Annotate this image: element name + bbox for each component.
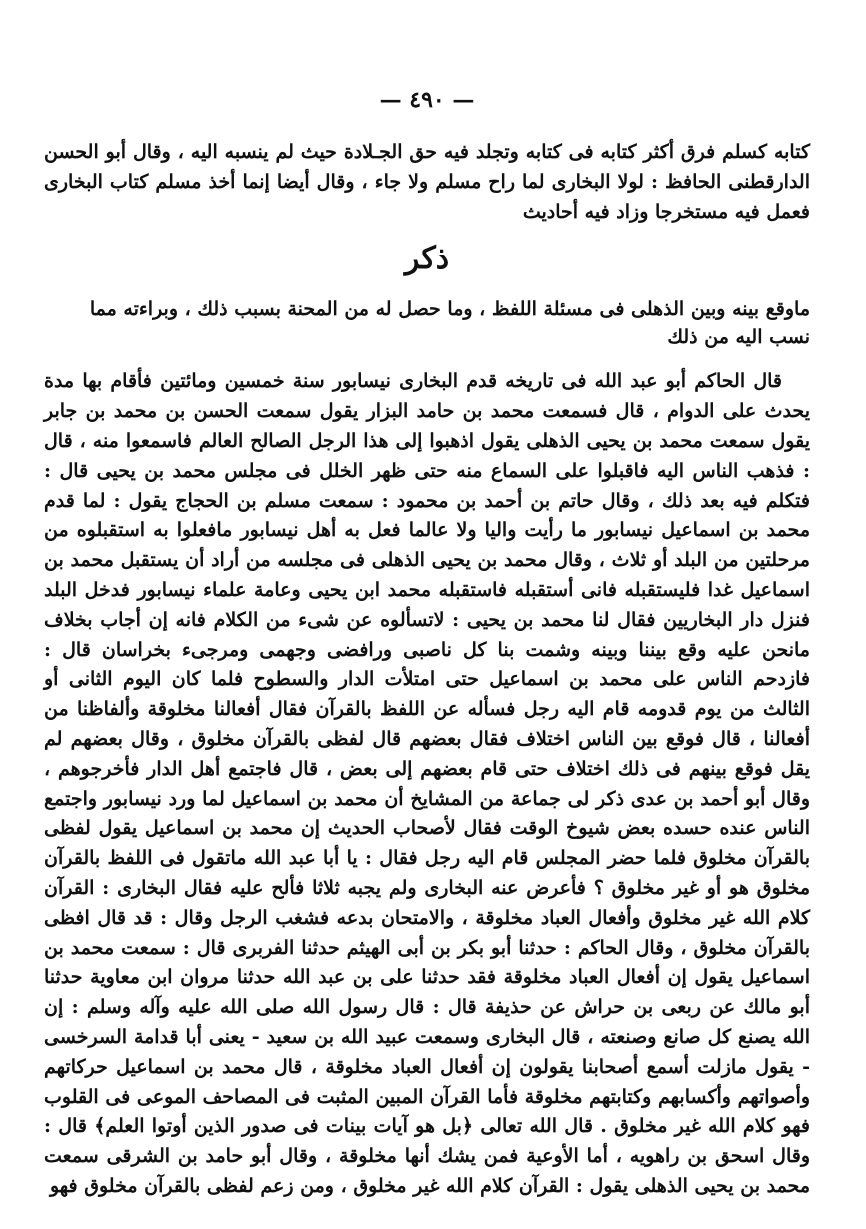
main-paragraph: قال الحاكم أبو عبد الله فى تاريخه قدم البخارى نيسابور سنة خمسين ومائتين فأقام بها مدة يحدث على الدوام ، قال فسمعت محمد بن حامد البزار يقول سمعت الحسن بن محمد بن جابر يقول سمعت محمد بن يحيى الذهلى يقول اذهبوا إلى هذا الرجل الصالح العالم فاسمعوا منه ، قال : فذهب الناس اليه فاقبلوا على السماع منه حتى ظهر الخلل فى مجلس محمد بن يحيى قال : فتكلم فيه بعد ذلك ، وقال حاتم بن أحمد بن محمود : سمعت مسلم بن الحجاج يقول : لما قدم محمد بن اسماعيل نيسابور ما رأيت واليا ولا عالما فعل به أهل نيسابور مافعلوا به استقبلوه من مرحلتين من البلد أو ثلاث ، وقال محمد بن يحيى الذهلى فى مجلسه من أراد أن يستقبل محمد بن اسماعيل غدا فليستقبله فانى أستقبله فاستقبله محمد ابن يحيى وعامة علماء نيسابور فدخل البلد فنزل دار البخاريين فقال لنا محمد بن يحيى : لاتسألوه عن شىء من الكلام فانه إن أجاب بخلاف مانحن عليه وقع بيننا وبينه وشمت بنا كل ناصبى ورافضى وجهمى ومرجىء بخراسان قال : فازدحم الناس على محمد بن اسماعيل حتى امتلأت الدار والسطوح فلما كان اليوم الثانى أو الثالث من يوم قدومه قام اليه رجل فسأله عن اللفظ بالقرآن فقال أفعالنا مخلوقة وألفاظنا من أفعالنا ، قال فوقع بين الناس اختلاف فقال بعضهم قال لفظى بالقرآن مخلوق ، وقال بعضهم لم يقل فوقع بينهم فى ذلك اختلاف حتى قام بعضهم إلى بعض ، قال فاجتمع أهل الدار فأخرجوهم ، وقال أبو أحمد بن عدى ذكر لى جماعة من المشايخ أن محمد بن اسماعيل لما ورد نيسابور واجتمع الناس عنده حسده بعض شيوخ الوقت فقال لأصحاب الحديث إن محمد بن اسماعيل يقول لفظى بالقرآن مخلوق فلما حضر المجلس قام اليه رجل فقال : يا أبا عبد الله ماتقول فى اللفظ بالقرآن مخلوق هو أو غير مخلوق ؟ فأعرض عنه البخارى ولم يجبه ثلاثا فألح عليه فقال البخارى : القرآن كلام الله غير مخلوق وأفعال العباد مخلوقة ، والامتحان بدعه فشغب الرجل وقال : قد قال افظى بالقرآن مخلوق ، وقال الحاكم : حدثنا أبو بكر بن أبى الهيثم حدثنا الفربرى قال : سمعت محمد بن اسماعيل يقول إن أفعال العباد مخلوقة فقد حدثنا على بن عبد الله حدثنا مروان ابن معاوية حدثنا أبو مالك عن ربعى بن حراش عن حذيفة قال : قال رسول الله صلى الله عليه وآله وسلم : إن الله يصنع كل صانع وصنعته ، قال البخارى وسمعت عبيد الله بن سعيد - يعنى أبا قدامة السرخسى - يقول مازلت أسمع أصحابنا يقولون إن أفعال العباد مخلوقة ، قال محمد بن اسماعيل حركاتهم وأصواتهم وأكسابهم وكتابتهم مخلوقة فأما القرآن المبين المثبت فى المصاحف الموعى فى القلوب فهو كلام الله غير مخلوق . قال الله تعالى ﴿بل هو آيات بينات فى صدور الذين أوتوا العلم﴾ قال : وقال اسحق بن راهويه ، أما الأوعية فمن يشك أنها مخلوقة ، وقال أبو حامد بن الشرقى سمعت محمد بن يحيى الذهلى يقول : القرآن كلام الله غير مخلوق ، ومن زعم لفظى بالقرآن مخلوق فهو (44, 370, 810, 1197)
section-subtitle: ماوقع بينه وبين الذهلى فى مسئلة اللفظ ، وما حصل له من المحنة بسبب ذلك ، وبراءته مما نسب اليه من ذلك (89, 298, 810, 349)
intro-paragraph: كتابه كسلم فرق أكثر كتابه فى كتابه وتجلد فيه حق الجـلادة حيث لم ينسبه اليه ، وقال أبو الحسن الدارقطنى الحافظ : لولا البخارى لما راح مسلم ولا جاء ، وقال أيضا إنما أخذ مسلم كتاب البخارى فعمل فيه مستخرجا وزاد فيه أحاديث (44, 141, 810, 223)
section-title: ذكر (404, 241, 450, 277)
page-number: — ٤٩٠ — (379, 87, 475, 113)
